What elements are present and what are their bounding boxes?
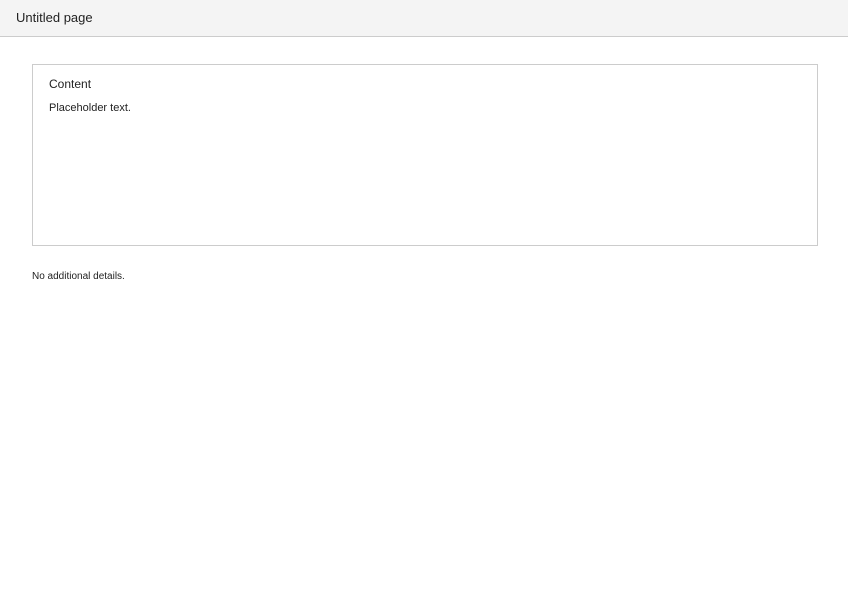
- page-title: Untitled page: [16, 10, 93, 25]
- card-heading: Content: [49, 77, 92, 91]
- content-card: [32, 64, 818, 246]
- header-bar: [0, 0, 848, 37]
- footer-note: No additional details.: [32, 271, 125, 282]
- card-body: Placeholder text.: [49, 102, 131, 114]
